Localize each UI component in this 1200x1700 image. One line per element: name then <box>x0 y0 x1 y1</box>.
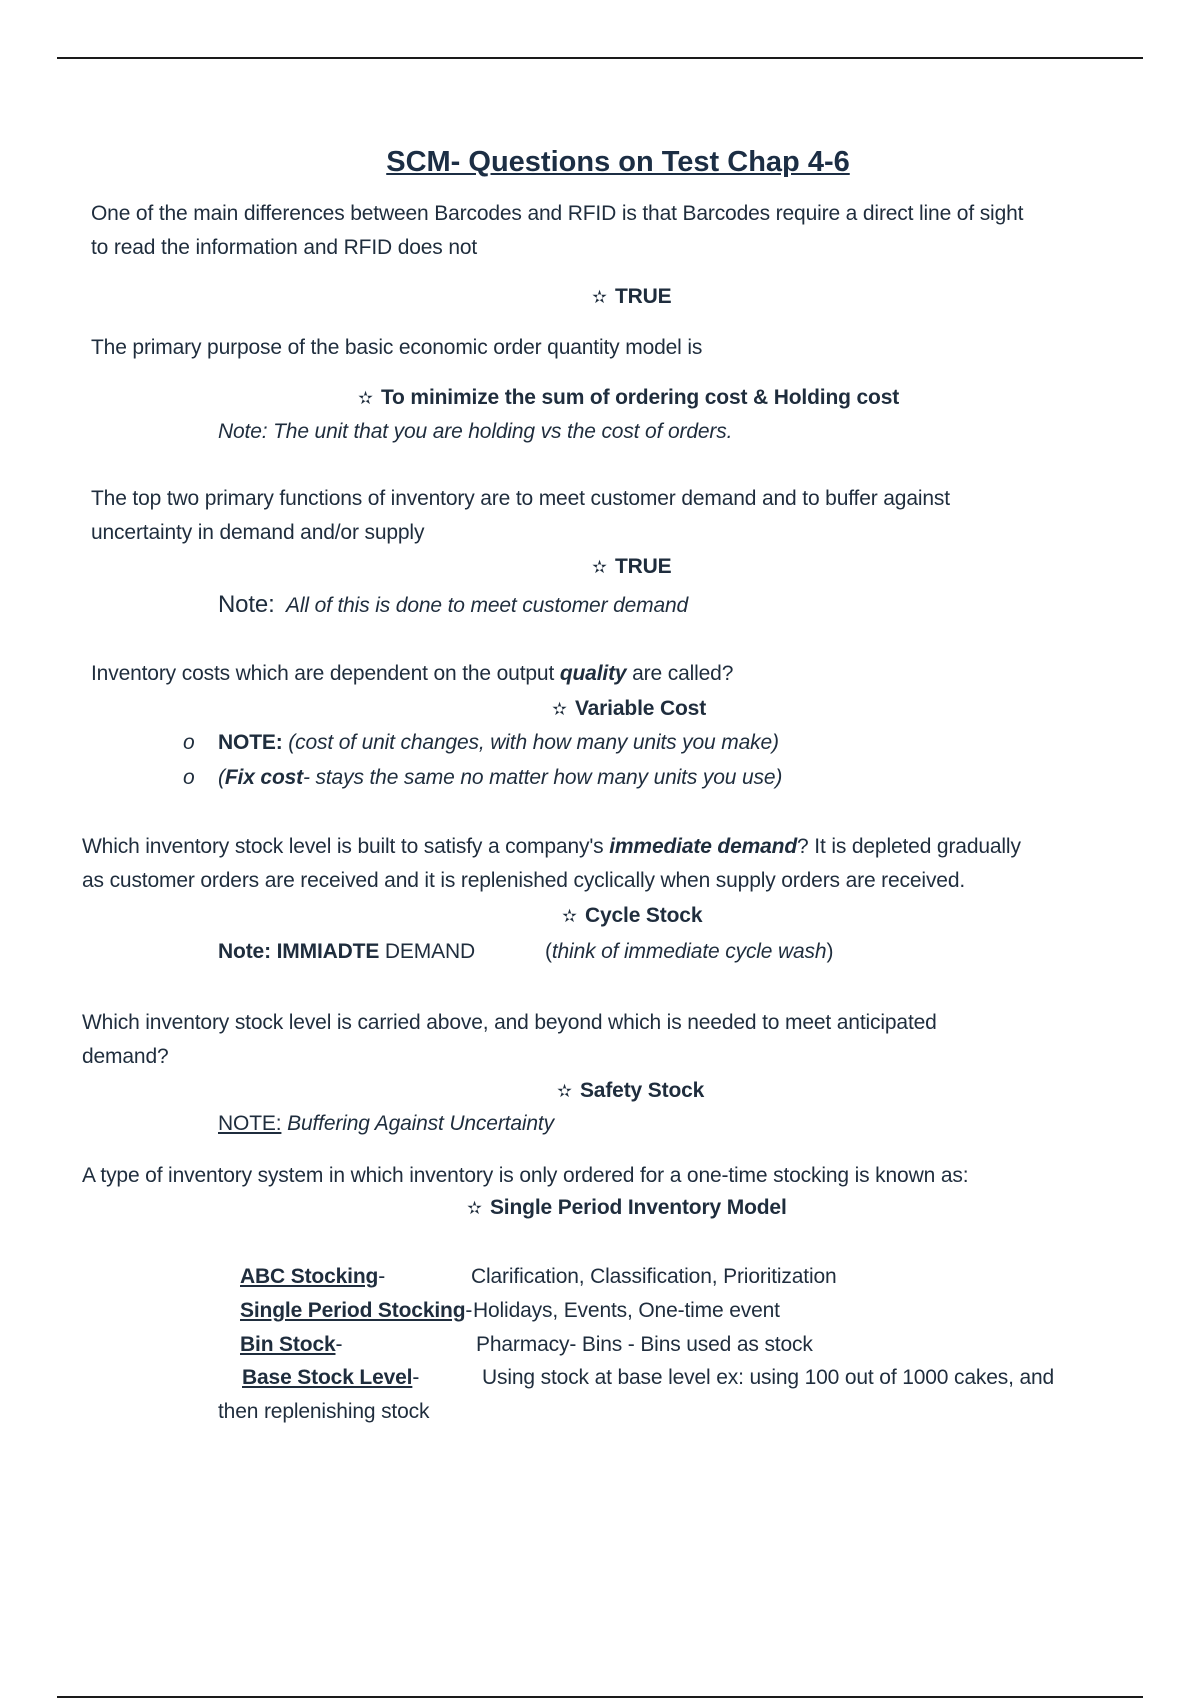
q2-note: Note: The unit that you are holding vs the cost of orders. <box>218 420 733 443</box>
hollow-bullet-icon: o <box>183 766 195 789</box>
q6-answer-text: Safety Stock <box>579 1079 705 1102</box>
page-title: SCM- Questions on Test Chap 4-6 <box>386 146 850 178</box>
term-dash: - <box>335 1333 343 1356</box>
q7-answer <box>467 1194 787 1222</box>
term-single-period-stocking-desc: Holidays, Events, One-time event <box>473 1299 780 1322</box>
q6-note <box>218 1110 554 1138</box>
q4-bullet-1 <box>218 729 779 757</box>
q5-text-pre: Which inventory stock level is built to satisfy a company's <box>82 835 610 858</box>
q5-answer <box>562 902 702 930</box>
q6-answer <box>557 1077 704 1105</box>
term-abc-stocking <box>240 1263 385 1291</box>
star-bullet-icon: ✫ <box>552 699 567 719</box>
q3-note-text: All of this is done to meet customer demand <box>286 594 689 617</box>
q5-note-hint-open: ( <box>545 940 552 963</box>
star-bullet-icon: ✫ <box>467 1198 482 1218</box>
q5-note <box>218 938 475 966</box>
q1-answer <box>592 283 672 311</box>
star-bullet-icon: ✫ <box>557 1081 572 1101</box>
term-label: Base Stock Level <box>242 1366 413 1389</box>
q4-answer <box>552 695 706 723</box>
term-label: ABC Stocking <box>240 1265 379 1288</box>
q4-bullet-2-label: Fix cost <box>224 766 303 789</box>
term-base-stock-level <box>242 1364 419 1392</box>
term-bin-stock <box>240 1331 342 1359</box>
q5-note-hint-text: think of immediate cycle wash <box>551 940 827 963</box>
q2-answer <box>358 384 899 412</box>
q1-text-line-2: to read the information and RFID does not <box>91 236 478 259</box>
q2-answer-text: To minimize the sum of ordering cost & Holding cost <box>380 386 900 409</box>
term-single-period-stocking <box>240 1297 472 1325</box>
star-bullet-icon: ✫ <box>592 557 607 577</box>
q5-note-hint-close: ) <box>826 940 834 963</box>
q3-note <box>218 591 688 620</box>
q4-text-line-1 <box>91 660 733 688</box>
q4-bullet-1-text: (cost of unit changes, with how many units you make) <box>282 731 779 754</box>
term-base-stock-level-desc-wrap: then replenishing stock <box>218 1400 430 1423</box>
term-bin-stock-desc: Pharmacy- Bins - Bins used as stock <box>476 1333 813 1356</box>
q5-text-post: ? It is depleted gradually <box>797 835 1021 858</box>
q7-text-line-1: A type of inventory system in which inventory is only ordered for a one-time stocking is known as: <box>82 1164 969 1187</box>
q5-note-label: Note: IMMIADTE <box>218 940 380 963</box>
q4-bullet-1-label: NOTE: <box>218 731 283 754</box>
q3-answer-text: TRUE <box>614 555 672 578</box>
q3-answer <box>592 553 672 581</box>
star-bullet-icon: ✫ <box>358 388 373 408</box>
q4-bullet-2-open: ( <box>218 766 225 789</box>
term-label: Single Period Stocking <box>240 1299 466 1322</box>
q2-text-line-1: The primary purpose of the basic economic order quantity model is <box>91 336 703 359</box>
star-bullet-icon: ✫ <box>562 906 577 926</box>
header-rule <box>57 57 1143 59</box>
q7-answer-text: Single Period Inventory Model <box>489 1196 787 1219</box>
term-base-stock-level-desc: Using stock at base level ex: using 100 out of 1000 cakes, and <box>482 1366 1055 1389</box>
q5-note-hint <box>545 938 833 966</box>
q3-text-line-1: The top two primary functions of inventory are to meet customer demand and to buffer against <box>91 487 950 510</box>
q4-text-emphasis: quality <box>559 662 627 685</box>
q5-text-line-1 <box>82 833 1021 861</box>
term-label: Bin Stock <box>240 1333 336 1356</box>
q3-text-line-2: uncertainty in demand and/or supply <box>91 521 425 544</box>
q6-text-line-2: demand? <box>82 1045 169 1068</box>
q5-text-emphasis: immediate demand <box>609 835 798 858</box>
star-bullet-icon: ✫ <box>592 287 607 307</box>
term-dash: - <box>412 1366 420 1389</box>
q4-bullet-2-text: - stays the same no matter how many units you use) <box>303 766 783 789</box>
q5-answer-text: Cycle Stock <box>584 904 703 927</box>
hollow-bullet-icon: o <box>183 731 195 754</box>
q4-answer-text: Variable Cost <box>574 697 707 720</box>
q4-text-pre: Inventory costs which are dependent on the output <box>91 662 560 685</box>
q6-text-line-1: Which inventory stock level is carried above, and beyond which is needed to meet anticipated <box>82 1011 937 1034</box>
q6-note-text: Buffering Against Uncertainty <box>281 1112 554 1135</box>
q4-text-post: are called? <box>626 662 734 685</box>
footer-rule <box>57 1696 1143 1698</box>
q5-note-word: DEMAND <box>379 940 476 963</box>
q3-note-label: Note: <box>218 591 275 618</box>
q5-text-line-2: as customer orders are received and it is replenished cyclically when supply orders are received. <box>82 869 966 892</box>
q1-text-line-1: One of the main differences between Barcodes and RFID is that Barcodes require a direct line of sight <box>91 202 1024 225</box>
term-dash: - <box>378 1265 386 1288</box>
term-dash: - <box>465 1299 473 1322</box>
q4-bullet-2 <box>218 764 782 792</box>
q6-note-label: NOTE: <box>218 1112 282 1135</box>
term-abc-stocking-desc: Clarification, Classification, Prioritization <box>471 1265 837 1288</box>
q1-answer-text: TRUE <box>614 285 672 308</box>
